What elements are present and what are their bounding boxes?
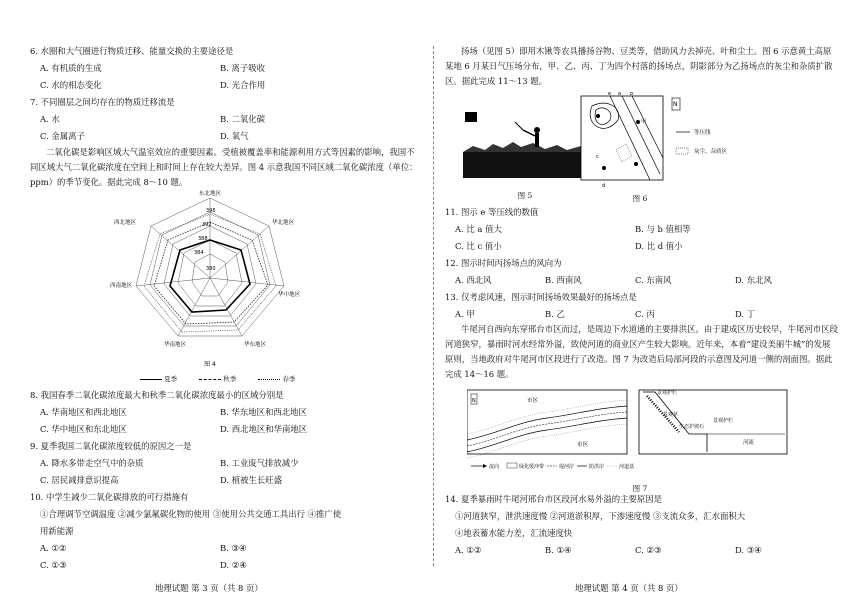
label-a: a: [618, 92, 622, 97]
q13-option-d: D. 丁: [735, 309, 756, 319]
label-d: d: [602, 183, 606, 189]
q10-option-a: A. ①②: [40, 543, 67, 553]
tick-380: 380: [206, 266, 216, 272]
q8-stem: 8. 我国春季二氧化碳浓度最大和秋季二氧化碳浓度最小的区域分别是: [30, 390, 284, 400]
legend-dust: 灰尘、杂质区: [694, 149, 728, 155]
region-south: 华南地区: [164, 342, 187, 348]
q11-option-b: B. 与 b 值相等: [635, 224, 691, 234]
fig7-stone: 生态护坡石: [679, 424, 705, 430]
fig7-guardrail-2: 景观护栏: [713, 418, 734, 424]
autumn-series: [154, 222, 268, 324]
intro-river: 牛尾河自西向东穿邢台市区而过，是周边下水道通的主要排洪区。由于建成区历史较早，牛尾河市区段河道狭窄，暴雨时河水经常外溢，致使河道的商业区产生较大影响。近年来，本着“建设美丽牛城”的发展原则，当地政府对牛尾河市区段进行了改造。图 7 为改造后局部河段的示意图及河道一侧的剖面图。据此完成 14～16 题。: [445, 324, 838, 379]
fig7-city-2: 市区: [577, 442, 589, 448]
region-northeast: 东北地区: [198, 191, 222, 197]
q7-option-b: B. 二氧化碳: [220, 114, 265, 124]
q9-stem: 9. 夏季我国二氧化碳浓度较低的原因之一是: [30, 441, 192, 451]
legend-isobar: 等压线: [694, 130, 711, 136]
radar-caption: 图 4: [204, 361, 216, 368]
q11-option-d: D. 比 d 值小: [635, 241, 683, 251]
fig7-river: 河流: [743, 440, 755, 446]
q10-options-line1: ①合理调节空调温度 ②减少氯氟碳化物的使用 ③使用公共交通工具出行 ④推广使: [40, 509, 342, 519]
intro-co2: 二氧化碳是影响区域大气温室效应的重要因素。受植被覆盖率和能源利用方式等因素的影响，我国不同区域大气二氧化碳浓度在空间上和时间上存在较大差异。图 4 示意我国不同区域二氧化碳浓度（单位：ppm）的季节变化。据此完成 8～10 题。: [30, 147, 418, 187]
footer-page-3: 地理试题 第 3 页（共 8 页）: [155, 583, 263, 593]
fig7-legend-dike2: 防洪岸: [589, 464, 605, 470]
q14-option-a: A. ①②: [455, 545, 482, 555]
q12-option-a: A. 西北风: [455, 275, 492, 285]
fig5-caption: 图 5: [517, 191, 533, 200]
fig5-winnowing-photo: [463, 100, 581, 184]
q11-option-a: A. 比 a 值大: [455, 224, 502, 234]
q14-stem: 14. 夏季暴雨时牛尾河邢台市区段河水易外溢的主要原因是: [445, 494, 662, 504]
label-b: b: [630, 92, 634, 97]
q13-option-a: A. 甲: [455, 309, 475, 319]
legend-spring: 春季: [282, 375, 296, 383]
legend-summer: 夏季: [164, 375, 178, 383]
co2-radar-chart: [110, 190, 310, 370]
intro-winnowing: 扬场（见图 5）即用木锹等农具播扬谷物、豆类等，借助风力去掉壳、叶和尘土。图 6 示意黄土高原某地 6 月某日气压场分布，甲、乙、丙、丁为四个村落的扬场点，阴影部分为乙扬场点的灰尘和杂质扩散区。据此完成 11～13 题。: [445, 46, 833, 86]
tick-392: 392: [202, 222, 212, 228]
q10-option-b: B. ③④: [220, 543, 247, 553]
q13-option-c: C. 丙: [635, 309, 655, 319]
q7-stem: 7. 不同圈层之间均存在的物质迁移流是: [30, 97, 175, 107]
region-north: 华北地区: [272, 220, 295, 226]
radar-legend: [140, 374, 295, 383]
label-jia: 甲: [641, 119, 647, 125]
q8-option-a: A. 华南地区和西北地区: [40, 407, 127, 417]
q6-option-a: A. 有机质的生成: [40, 63, 102, 73]
q14-options-line2: ④地表蓄水能力差，汇流速度快: [455, 528, 573, 538]
q14-option-c: C. ②③: [635, 545, 662, 555]
legend-autumn: 秋季: [223, 375, 237, 383]
q9-option-d: D. 植被生长旺盛: [220, 475, 282, 485]
fig7-grass: 景观草: [663, 412, 679, 418]
q9-option-b: B. 工业废气排放减少: [220, 458, 299, 468]
fig7-guardrail-1: 景观护栏: [657, 390, 678, 396]
q9-option-c: C. 居民减排意识提高: [40, 475, 119, 485]
q8-option-b: B. 华东地区和西北地区: [220, 407, 307, 417]
fig6-isobar-map: [580, 92, 750, 190]
q10-stem: 10. 中学生减少二氧化碳排放的可行措施有: [30, 492, 189, 502]
q10-option-d: D. ②④: [220, 560, 247, 570]
fig7-legend-buffer: 绿化缓冲带: [519, 464, 545, 470]
q13-option-b: B. 乙: [545, 309, 565, 319]
fig6-caption: 图 6: [632, 194, 648, 203]
q8-option-d: D. 西北地区和华南地区: [220, 424, 308, 434]
q9-option-a: A. 降水多带走空气中的杂质: [40, 458, 144, 468]
q13-stem: 13. 仅考虑风速，图示时间扬场效果最好的扬场点是: [445, 292, 637, 302]
region-northwest: 西北地区: [114, 220, 137, 226]
q12-option-c: C. 东南风: [635, 275, 672, 285]
north-arrow: N: [673, 101, 678, 108]
q11-option-c: C. 比 c 值小: [455, 241, 502, 251]
tick-384: 384: [194, 250, 204, 256]
q6-option-c: C. 水的相态变化: [40, 80, 102, 90]
q12-option-b: B. 西南风: [545, 275, 582, 285]
fig7-north: N: [472, 398, 476, 404]
q7-option-a: A. 水: [40, 114, 60, 124]
region-southwest: 西南地区: [110, 283, 133, 289]
fig7-legend-bank: 河道基: [619, 464, 635, 470]
q10-option-c: C. ①③: [40, 560, 67, 570]
fig7-river-map: [467, 388, 807, 478]
q14-options-line1: ①河道狭窄，泄洪速度慢 ②河道淤积厚，下渗速度慢 ③支流众多，汇水面积大: [455, 511, 746, 521]
fig7-city-1: 市区: [527, 398, 539, 404]
q6-option-d: D. 光合作用: [220, 80, 266, 90]
fig7-caption: 图 7: [632, 484, 648, 493]
q8-option-c: C. 华中地区和东北地区: [40, 424, 127, 434]
region-central: 华中地区: [278, 292, 301, 298]
q6-option-b: B. 离子吸收: [220, 63, 265, 73]
fig7-legend-dike: 堤河岸: [559, 464, 575, 470]
q7-option-d: D. 氧气: [220, 131, 249, 141]
footer-page-4: 地理试题 第 4 页（共 8 页）: [575, 583, 683, 593]
label-e: e: [608, 92, 612, 97]
q6-stem: 6. 水圈和大气圈进行物质迁移、能量交换的主要途径是: [30, 46, 234, 56]
q12-option-d: D. 东北风: [735, 275, 772, 285]
q10-options-line2: 用新能源: [40, 526, 74, 536]
q12-stem: 12. 图示时间丙扬场点的风向为: [445, 258, 562, 268]
region-east: 华东地区: [244, 342, 267, 348]
column-divider: [433, 46, 434, 566]
q11-stem: 11. 图示 e 等压线的数值: [445, 207, 539, 217]
fig7-legend-flow: 流向: [489, 464, 500, 470]
tick-388: 388: [198, 236, 208, 242]
q7-option-c: C. 金属离子: [40, 131, 85, 141]
q14-option-d: D. ③④: [735, 545, 762, 555]
tick-396: 396: [206, 208, 216, 214]
q14-option-b: B. ①④: [545, 545, 572, 555]
label-c: c: [596, 154, 599, 160]
